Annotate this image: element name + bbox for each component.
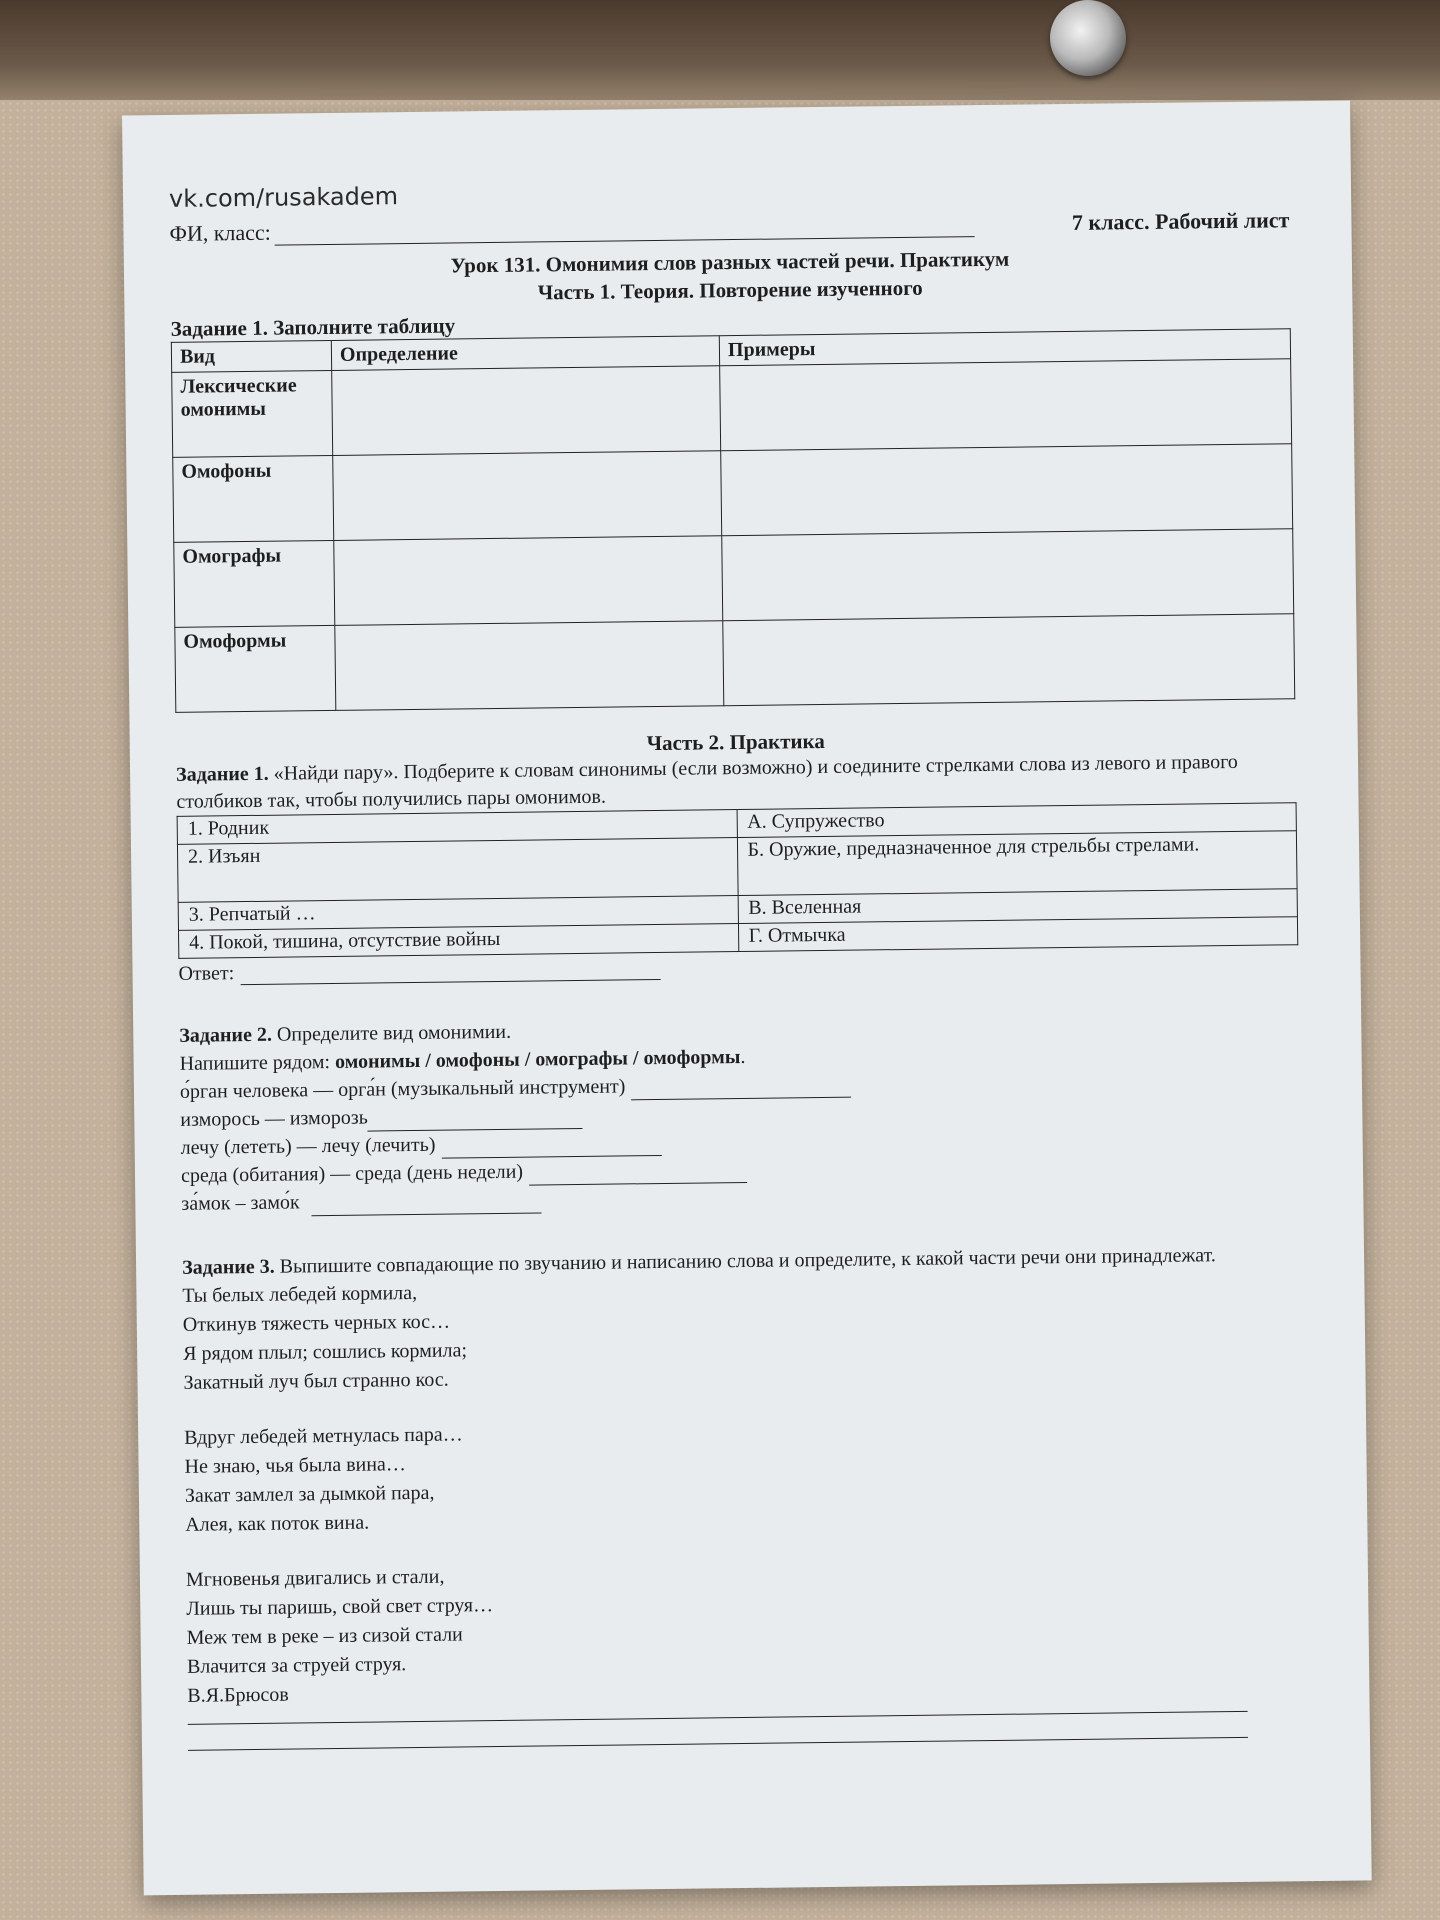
answer-line: [529, 1165, 747, 1186]
poem: [182, 1268, 1307, 1711]
row-label: Лексические омонимы: [172, 370, 333, 457]
lesson-title: Урок 131. Омонимия слов разных частей речи. Практикум: [450, 246, 1010, 278]
poem-stanza: [186, 1552, 1307, 1682]
poem-line: Влачится за струей струя.: [186, 1653, 407, 1678]
poem-line: Вдруг лебедей метнулась пара…: [184, 1423, 463, 1449]
col-kind: Вид: [171, 340, 331, 372]
fi-line: [275, 217, 975, 246]
grade-label: 7 класс. Рабочий лист: [1071, 207, 1290, 235]
theory-table: [171, 328, 1295, 713]
bolt-icon: [1050, 0, 1126, 76]
row-label: Омофоны: [173, 455, 334, 542]
right-item: Б. Оружие, предназначенное для стрельбы стрелами.: [737, 831, 1297, 896]
task-label: Задание 3.: [181, 1255, 275, 1279]
poem-line: Меж тем в реке – из сизой стали: [186, 1623, 463, 1649]
table-row: [175, 614, 1295, 713]
part2-task1-text: Задание 1. «Найди пару». Подберите к словам синонимы (если возможно) и соедините стрелками слова из левого и правого столбиков так, чтобы получились пары омонимов.: [175, 750, 1238, 813]
table-row: [174, 529, 1294, 628]
list-item: среда (обитания) — среда (день недели): [181, 1148, 1301, 1190]
table-row: [172, 359, 1292, 458]
poem-line: Закат замлел за дымкой пара,: [184, 1481, 435, 1507]
left-item: 4. Покой, тишина, отсутствие войны: [179, 924, 739, 959]
fi-label: ФИ, класс:: [169, 219, 271, 246]
examples-cell: [722, 529, 1294, 621]
task3-heading: Задание 3. Выпишите совпадающие по звучанию и написанию слова и определите, к какой части речи они принадлежат.: [181, 1244, 1216, 1279]
poem-line: Не знаю, чья была вина…: [184, 1453, 407, 1478]
definition-cell: [335, 621, 724, 711]
examples-cell: [721, 444, 1293, 536]
poem-line: Закатный луч был странно кос.: [183, 1368, 449, 1394]
task-label: Задание 2.: [179, 1023, 273, 1047]
poem-line: Ты белых лебедей кормила,: [182, 1281, 418, 1307]
poem-stanza: [182, 1268, 1303, 1398]
task-label: Задание 1.: [175, 762, 269, 786]
poem-line: Лишь ты паришь, свой свет струя…: [186, 1594, 494, 1620]
poem-line: Алея, как поток вина.: [185, 1511, 370, 1536]
examples-cell: [723, 614, 1295, 706]
examples-cell: [720, 359, 1292, 451]
poem-author: В.Я.Брюсов: [187, 1683, 289, 1707]
poem-line: Откинув тяжесть черных кос…: [182, 1310, 451, 1336]
poem-line: Мгновенья двигались и стали,: [185, 1565, 445, 1591]
definition-cell: [333, 451, 722, 541]
worksheet-content: [169, 171, 1308, 1751]
definition-cell: [332, 366, 721, 456]
right-item: А. Супружество: [737, 803, 1297, 838]
task2-instruction: Напишите рядом: омонимы / омофоны / омографы / омоформы.: [179, 1045, 746, 1075]
task2-heading: Задание 2. Определите вид омонимии.: [179, 1020, 512, 1047]
pairs-table: [177, 802, 1299, 959]
left-item: 2. Изъян: [177, 838, 737, 903]
right-item: В. Вселенная: [738, 889, 1298, 924]
part1-title: Часть 1. Теория. Повторение изученного: [537, 275, 923, 305]
left-item: 3. Репчатый …: [178, 896, 738, 931]
list-item: о́рган человека — орга́н (музыкальный инструмент): [180, 1064, 1300, 1106]
poem-stanza: [184, 1410, 1305, 1540]
poem-line: Я рядом плыл; сошлись кормила;: [183, 1339, 468, 1365]
list-item: лечу (лететь) — лечу (лечить): [180, 1120, 1300, 1162]
right-item: Г. Отмычка: [738, 917, 1298, 952]
worksheet: [122, 100, 1372, 1895]
list-item: за́мок – замо́к: [181, 1176, 1301, 1218]
task3: [182, 1240, 1308, 1751]
answer-line: [312, 1195, 542, 1216]
answer-line: [631, 1080, 851, 1101]
row-label: Омоформы: [175, 625, 336, 712]
col-definition: Определение: [331, 336, 719, 371]
site-url: vk.com/rusakadem: [168, 182, 399, 213]
answer-label: Ответ:: [178, 962, 235, 985]
list-item: изморось — изморозь: [180, 1092, 1300, 1134]
col-examples: Примеры: [719, 329, 1290, 366]
definition-cell: [334, 536, 723, 626]
left-item: 1. Родник: [177, 810, 737, 845]
row-label: Омографы: [174, 540, 335, 627]
table-row: [173, 444, 1293, 543]
part2-title: Часть 2. Практика: [646, 728, 825, 756]
answer-line: [240, 962, 660, 985]
task2: [179, 1008, 1301, 1218]
task1-heading: Задание 1. Заполните таблицу: [170, 313, 456, 341]
